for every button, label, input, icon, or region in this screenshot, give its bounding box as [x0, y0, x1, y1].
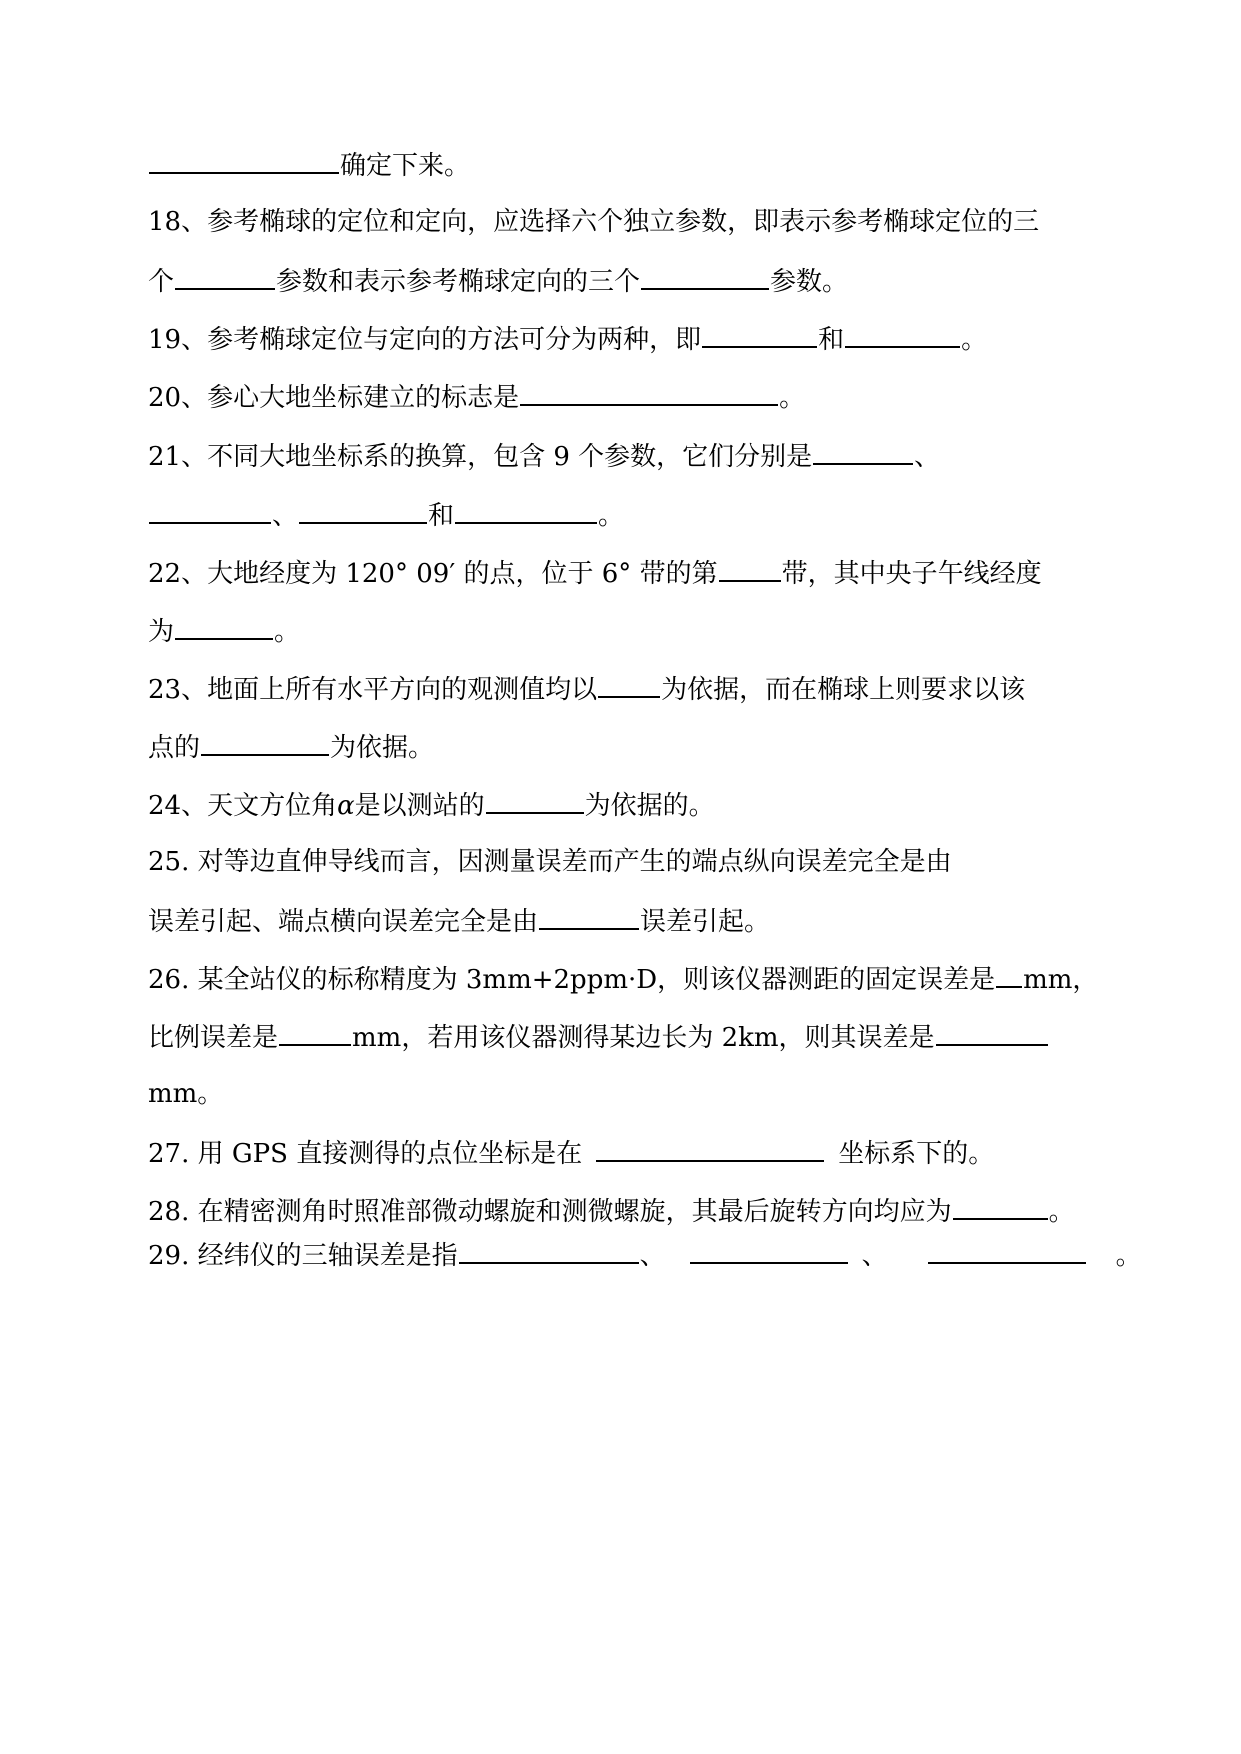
answer-blank[interactable]	[149, 496, 271, 524]
question-22-line2	[148, 612, 300, 648]
answer-blank[interactable]	[702, 320, 817, 348]
line-text: 带，其中央子午线经度	[781, 559, 1042, 589]
line-text: 。	[779, 383, 806, 413]
answer-blank[interactable]	[690, 1236, 848, 1264]
line-text: 、	[914, 442, 941, 472]
question-26-line3	[148, 1076, 223, 1112]
line-text: 。	[274, 617, 301, 647]
question-18-line2	[148, 262, 848, 298]
question-28	[148, 1192, 1075, 1228]
line-text: 23、地面上所有水平方向的观测值均以	[148, 675, 598, 705]
line-text: 20、参心大地坐标建立的标志是	[148, 383, 520, 413]
text-line	[148, 146, 470, 182]
question-26-line1	[148, 960, 1098, 996]
answer-blank[interactable]	[845, 320, 960, 348]
line-text: 22、大地经度为 120° 09′ 的点，位于 6° 带的第	[148, 559, 718, 589]
line-text: mm，	[1023, 965, 1099, 995]
question-25-line1	[148, 844, 952, 880]
line-text: 28. 在精密测角时照准部微动螺旋和测微螺旋，其最后旋转方向均应为	[148, 1197, 952, 1227]
line-text: 24、天文方位角	[148, 791, 338, 821]
answer-blank[interactable]	[459, 1236, 639, 1264]
line-text: 21、不同大地坐标系的换算，包含 9 个参数，它们分别是	[148, 442, 813, 472]
answer-blank[interactable]	[641, 262, 769, 290]
question-20	[148, 378, 805, 414]
line-text: mm，若用该仪器测得某边长为 2km，则其误差是	[352, 1023, 935, 1053]
answer-blank[interactable]	[598, 670, 660, 698]
question-18-line1	[148, 204, 1039, 240]
answer-blank[interactable]	[520, 378, 778, 406]
answer-blank[interactable]	[455, 496, 597, 524]
answer-blank[interactable]	[813, 437, 913, 465]
line-text: 点的	[148, 733, 201, 763]
line-text: 18、参考椭球的定位和定向，应选择六个独立参数，即表示参考椭球定位的三	[148, 207, 1040, 237]
line-text: 、	[272, 501, 299, 531]
line-text: 是以测站的	[354, 791, 485, 821]
line-text: 、	[639, 1241, 666, 1271]
line-text: 为依据的。	[584, 791, 715, 821]
line-text: 、	[861, 1241, 888, 1271]
question-21-line1	[148, 437, 940, 473]
answer-blank[interactable]	[486, 786, 584, 814]
answer-blank[interactable]	[953, 1192, 1048, 1220]
line-text: 坐标系下的。	[838, 1139, 995, 1169]
line-text: 误差引起、端点横向误差完全是由	[148, 907, 539, 937]
line-text: 26. 某全站仪的标称精度为 3mm+2ppm·D，则该仪器测距的固定误差是	[148, 965, 996, 995]
question-23-line1	[148, 670, 1025, 706]
question-26-line2	[148, 1018, 1049, 1054]
answer-blank[interactable]	[936, 1018, 1048, 1046]
question-25-line2	[148, 902, 770, 938]
line-text: 比例误差是	[148, 1023, 279, 1053]
line-text: 25. 对等边直伸导线而言，因测量误差而产生的端点纵向误差完全是由	[148, 847, 952, 877]
answer-blank[interactable]	[149, 146, 339, 174]
question-27	[148, 1134, 994, 1170]
line-text: 。	[1048, 1197, 1075, 1227]
question-21-line2	[148, 496, 624, 532]
answer-blank[interactable]	[996, 960, 1022, 988]
question-22-line1	[148, 554, 1042, 590]
line-text: 误差引起。	[640, 907, 771, 937]
question-19	[148, 320, 987, 356]
line-text: 。	[961, 325, 988, 355]
line-text: mm。	[148, 1079, 224, 1109]
answer-blank[interactable]	[596, 1134, 824, 1162]
answer-blank[interactable]	[175, 612, 273, 640]
answer-blank[interactable]	[299, 496, 427, 524]
line-text: 27. 用 GPS 直接测得的点位坐标是在	[148, 1139, 583, 1169]
line-text: 为依据，而在椭球上则要求以该	[661, 675, 1026, 705]
answer-blank[interactable]	[539, 902, 639, 930]
answer-blank[interactable]	[279, 1018, 351, 1046]
line-text: 为	[148, 617, 175, 647]
answer-blank[interactable]	[928, 1236, 1086, 1264]
question-24	[148, 786, 715, 822]
answer-blank[interactable]	[175, 262, 275, 290]
line-text: 确定下来。	[340, 151, 471, 181]
question-29	[148, 1236, 1142, 1272]
line-text: 和	[818, 325, 845, 355]
line-text: 为依据。	[330, 733, 435, 763]
line-text: 。	[598, 501, 625, 531]
line-text: 。	[1115, 1241, 1142, 1271]
line-text: 参数。	[770, 267, 849, 297]
answer-blank[interactable]	[719, 554, 781, 582]
answer-blank[interactable]	[201, 728, 329, 756]
question-23-line2	[148, 728, 434, 764]
line-text: 19、参考椭球定位与定向的方法可分为两种，即	[148, 325, 702, 355]
line-text: 29. 经纬仪的三轴误差是指	[148, 1241, 458, 1271]
line-text: 和	[428, 501, 455, 531]
alpha-symbol: α	[337, 791, 355, 821]
line-text: 参数和表示参考椭球定向的三个	[276, 267, 641, 297]
line-text: 个	[148, 267, 175, 297]
